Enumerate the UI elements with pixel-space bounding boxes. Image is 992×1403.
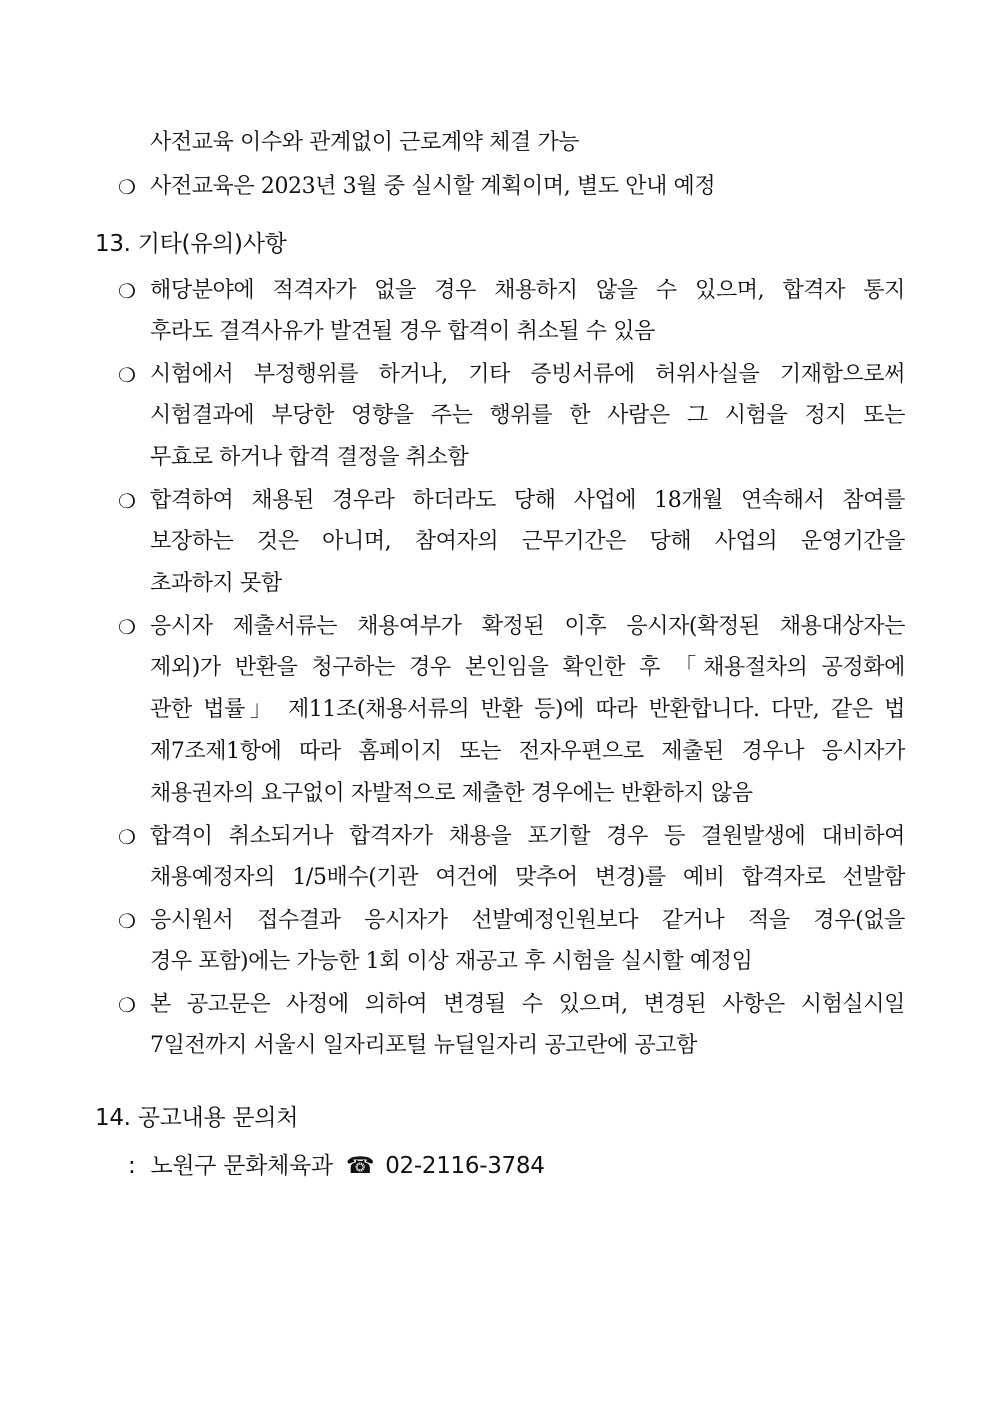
section-13-title: 13. 기타(유의)사항 — [95, 231, 287, 257]
contact-line — [128, 1150, 545, 1182]
education-continuation-line: 사전교육 이수와 관계없이 근로계약 체결 가능 — [150, 130, 580, 155]
list-item-line: 후라도 결격사유가 발견될 경우 합격이 취소될 수 있음 — [150, 319, 655, 344]
bullet-circle-icon: ❍ — [118, 363, 136, 387]
bullet-circle-icon: ❍ — [118, 175, 136, 199]
list-item-line: 해당분야에 적격자가 없을 경우 채용하지 않을 수 있으며, 합격자 통지 — [150, 278, 905, 303]
list-item-line: 채용예정자의 1/5배수(기관 여건에 맞추어 변경)를 예비 합격자로 선발함 — [150, 865, 905, 890]
bullet-circle-icon: ❍ — [118, 825, 136, 849]
list-item-line: 합격하여 채용된 경우라 하더라도 당해 사업에 18개월 연속해서 참여를 — [150, 488, 905, 513]
bullet-circle-icon: ❍ — [118, 909, 136, 933]
phone-icon: ☎ — [345, 1153, 375, 1179]
contact-phone-number[interactable]: 02-2116-3784 — [385, 1153, 545, 1179]
list-item-line: 7일전까지 서울시 일자리포털 뉴딜일자리 공고란에 공고함 — [150, 1033, 698, 1058]
list-item-line: 채용권자의 요구없이 자발적으로 제출한 경우에는 반환하지 않음 — [150, 781, 753, 806]
contact-colon: : — [128, 1153, 136, 1179]
bullet-circle-icon: ❍ — [118, 993, 136, 1017]
bullet-circle-icon: ❍ — [118, 279, 136, 303]
list-item-line: 관한 법률」 제11조(채용서류의 반환 등)에 따라 반환합니다. 다만, 같은 법 — [150, 697, 905, 722]
list-item-line: 무효로 하거나 합격 결정을 취소함 — [150, 445, 469, 470]
bullet-circle-icon: ❍ — [118, 615, 136, 639]
list-item-line: 응시원서 접수결과 응시자가 선발예정인원보다 같거나 적을 경우(없을 — [150, 908, 905, 933]
list-item-line: 보장하는 것은 아니며, 참여자의 근무기간은 당해 사업의 운영기간을 — [150, 529, 905, 554]
bullet-circle-icon: ❍ — [118, 489, 136, 513]
education-schedule-item: 사전교육은 2023년 3월 중 실시할 계획이며, 별도 안내 예정 — [150, 174, 716, 199]
list-item-line: 합격이 취소되거나 합격자가 채용을 포기할 경우 등 결원발생에 대비하여 — [150, 824, 905, 849]
list-item-line: 제외)가 반환을 청구하는 경우 본인임을 확인한 후 「채용절차의 공정화에 — [150, 655, 905, 680]
list-item-line: 제7조제1항에 따라 홈페이지 또는 전자우편으로 제출된 경우나 응시자가 — [150, 739, 905, 764]
list-item-line: 본 공고문은 사정에 의하여 변경될 수 있으며, 변경된 사항은 시험실시일 — [150, 992, 905, 1017]
list-item-line: 시험결과에 부당한 영향을 주는 행위를 한 사람은 그 시험을 정지 또는 — [150, 403, 905, 428]
list-item-line: 경우 포함)에는 가능한 1회 이상 재공고 후 시험을 실시할 예정임 — [150, 949, 753, 974]
list-item-line: 응시자 제출서류는 채용여부가 확정된 이후 응시자(확정된 채용대상자는 — [150, 614, 905, 639]
list-item-line: 시험에서 부정행위를 하거나, 기타 증빙서류에 허위사실을 기재함으로써 — [150, 362, 905, 387]
section-14-title: 14. 공고내용 문의처 — [95, 1105, 299, 1131]
list-item-line: 초과하지 못함 — [150, 571, 282, 596]
contact-department: 노원구 문화체육과 — [150, 1153, 333, 1179]
